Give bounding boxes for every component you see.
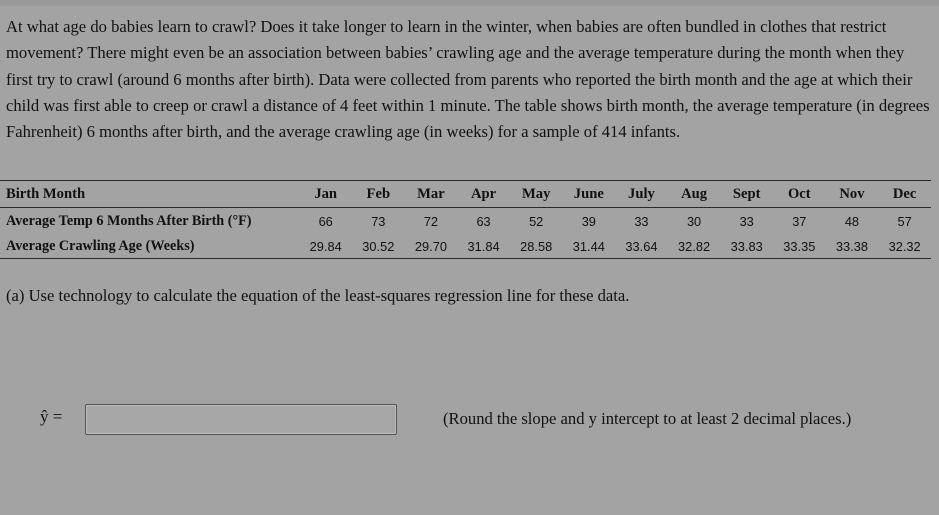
month-header-apr: Apr: [457, 181, 510, 208]
month-header-dec: Dec: [878, 181, 931, 208]
table-cell: 48: [844, 213, 860, 229]
table-row-crawling-age: [0, 234, 931, 259]
table-cell: 33.35: [773, 234, 826, 259]
month-header-aug: Aug: [668, 181, 721, 208]
table-cell: 33.38: [826, 234, 879, 259]
rounding-instruction: (Round the slope and y intercept to at least 2 decimal places.): [443, 409, 852, 428]
table-cell: 39: [581, 213, 596, 229]
table-cell: 29.84: [299, 234, 352, 259]
month-header-june: June: [563, 181, 616, 208]
table-cell: 28.58: [510, 234, 563, 259]
crawling-data-table: [0, 180, 931, 259]
row-label-crawling-age: Average Crawling Age (Weeks): [0, 234, 299, 259]
table-row-average-temp: [0, 208, 931, 235]
question-part-a: (a) Use technology to calculate the equation of the least-squares regression line for these data.: [6, 286, 630, 305]
table-cell: 37: [792, 213, 807, 229]
table-cell: 30.52: [352, 234, 405, 259]
table-cell: 33: [739, 213, 754, 229]
table-cell: 66: [318, 213, 333, 229]
table-cell: 32.32: [878, 234, 931, 259]
regression-equation-input[interactable]: [85, 404, 397, 435]
month-header-sept: Sept: [720, 181, 773, 208]
month-header-feb: Feb: [352, 181, 405, 208]
month-header-oct: Oct: [773, 181, 826, 208]
table-cell: 33.83: [720, 234, 773, 259]
top-strip: [0, 0, 939, 6]
table-cell: 73: [371, 213, 386, 229]
birth-month-header: Birth Month: [0, 181, 299, 208]
table-cell: 29.70: [405, 234, 458, 259]
month-header-july: July: [615, 181, 668, 208]
table-cell: 33: [634, 213, 649, 229]
table-cell: 52: [529, 213, 544, 229]
table-cell: 72: [423, 213, 439, 229]
month-header-nov: Nov: [826, 181, 879, 208]
month-header-jan: Jan: [299, 181, 352, 208]
table-cell: 31.84: [457, 234, 510, 259]
table-cell: 32.82: [668, 234, 721, 259]
table-cell: 30: [686, 213, 702, 229]
y-hat-label: ŷ =: [40, 407, 63, 426]
table-cell: 63: [476, 213, 491, 229]
table-cell: 33.64: [615, 234, 668, 259]
table-header-row: [0, 181, 931, 208]
month-header-may: May: [510, 181, 563, 208]
problem-intro-text: At what age do babies learn to crawl? Does it take longer to learn in the winter, when babies are often bundled in clothes that restrict movement? There might even be an association between babies’ crawling age and the average temperature during the month when they first try to crawl (around 6 months after birth). Data were collected from parents who reported the birth month and the age at which their child was first able to creep or crawl a distance of 4 feet within 1 minute. The table shows birth month, the average temperature (in degrees Fahrenheit) 6 months after birth, and the average crawling age (in weeks) for a sample of 414 infants.: [6, 17, 930, 142]
row-label-average-temp: Average Temp 6 Months After Birth (°F): [6, 212, 252, 229]
table-cell: 31.44: [563, 234, 616, 259]
table-cell: 57: [897, 213, 912, 229]
month-header-mar: Mar: [405, 181, 458, 208]
